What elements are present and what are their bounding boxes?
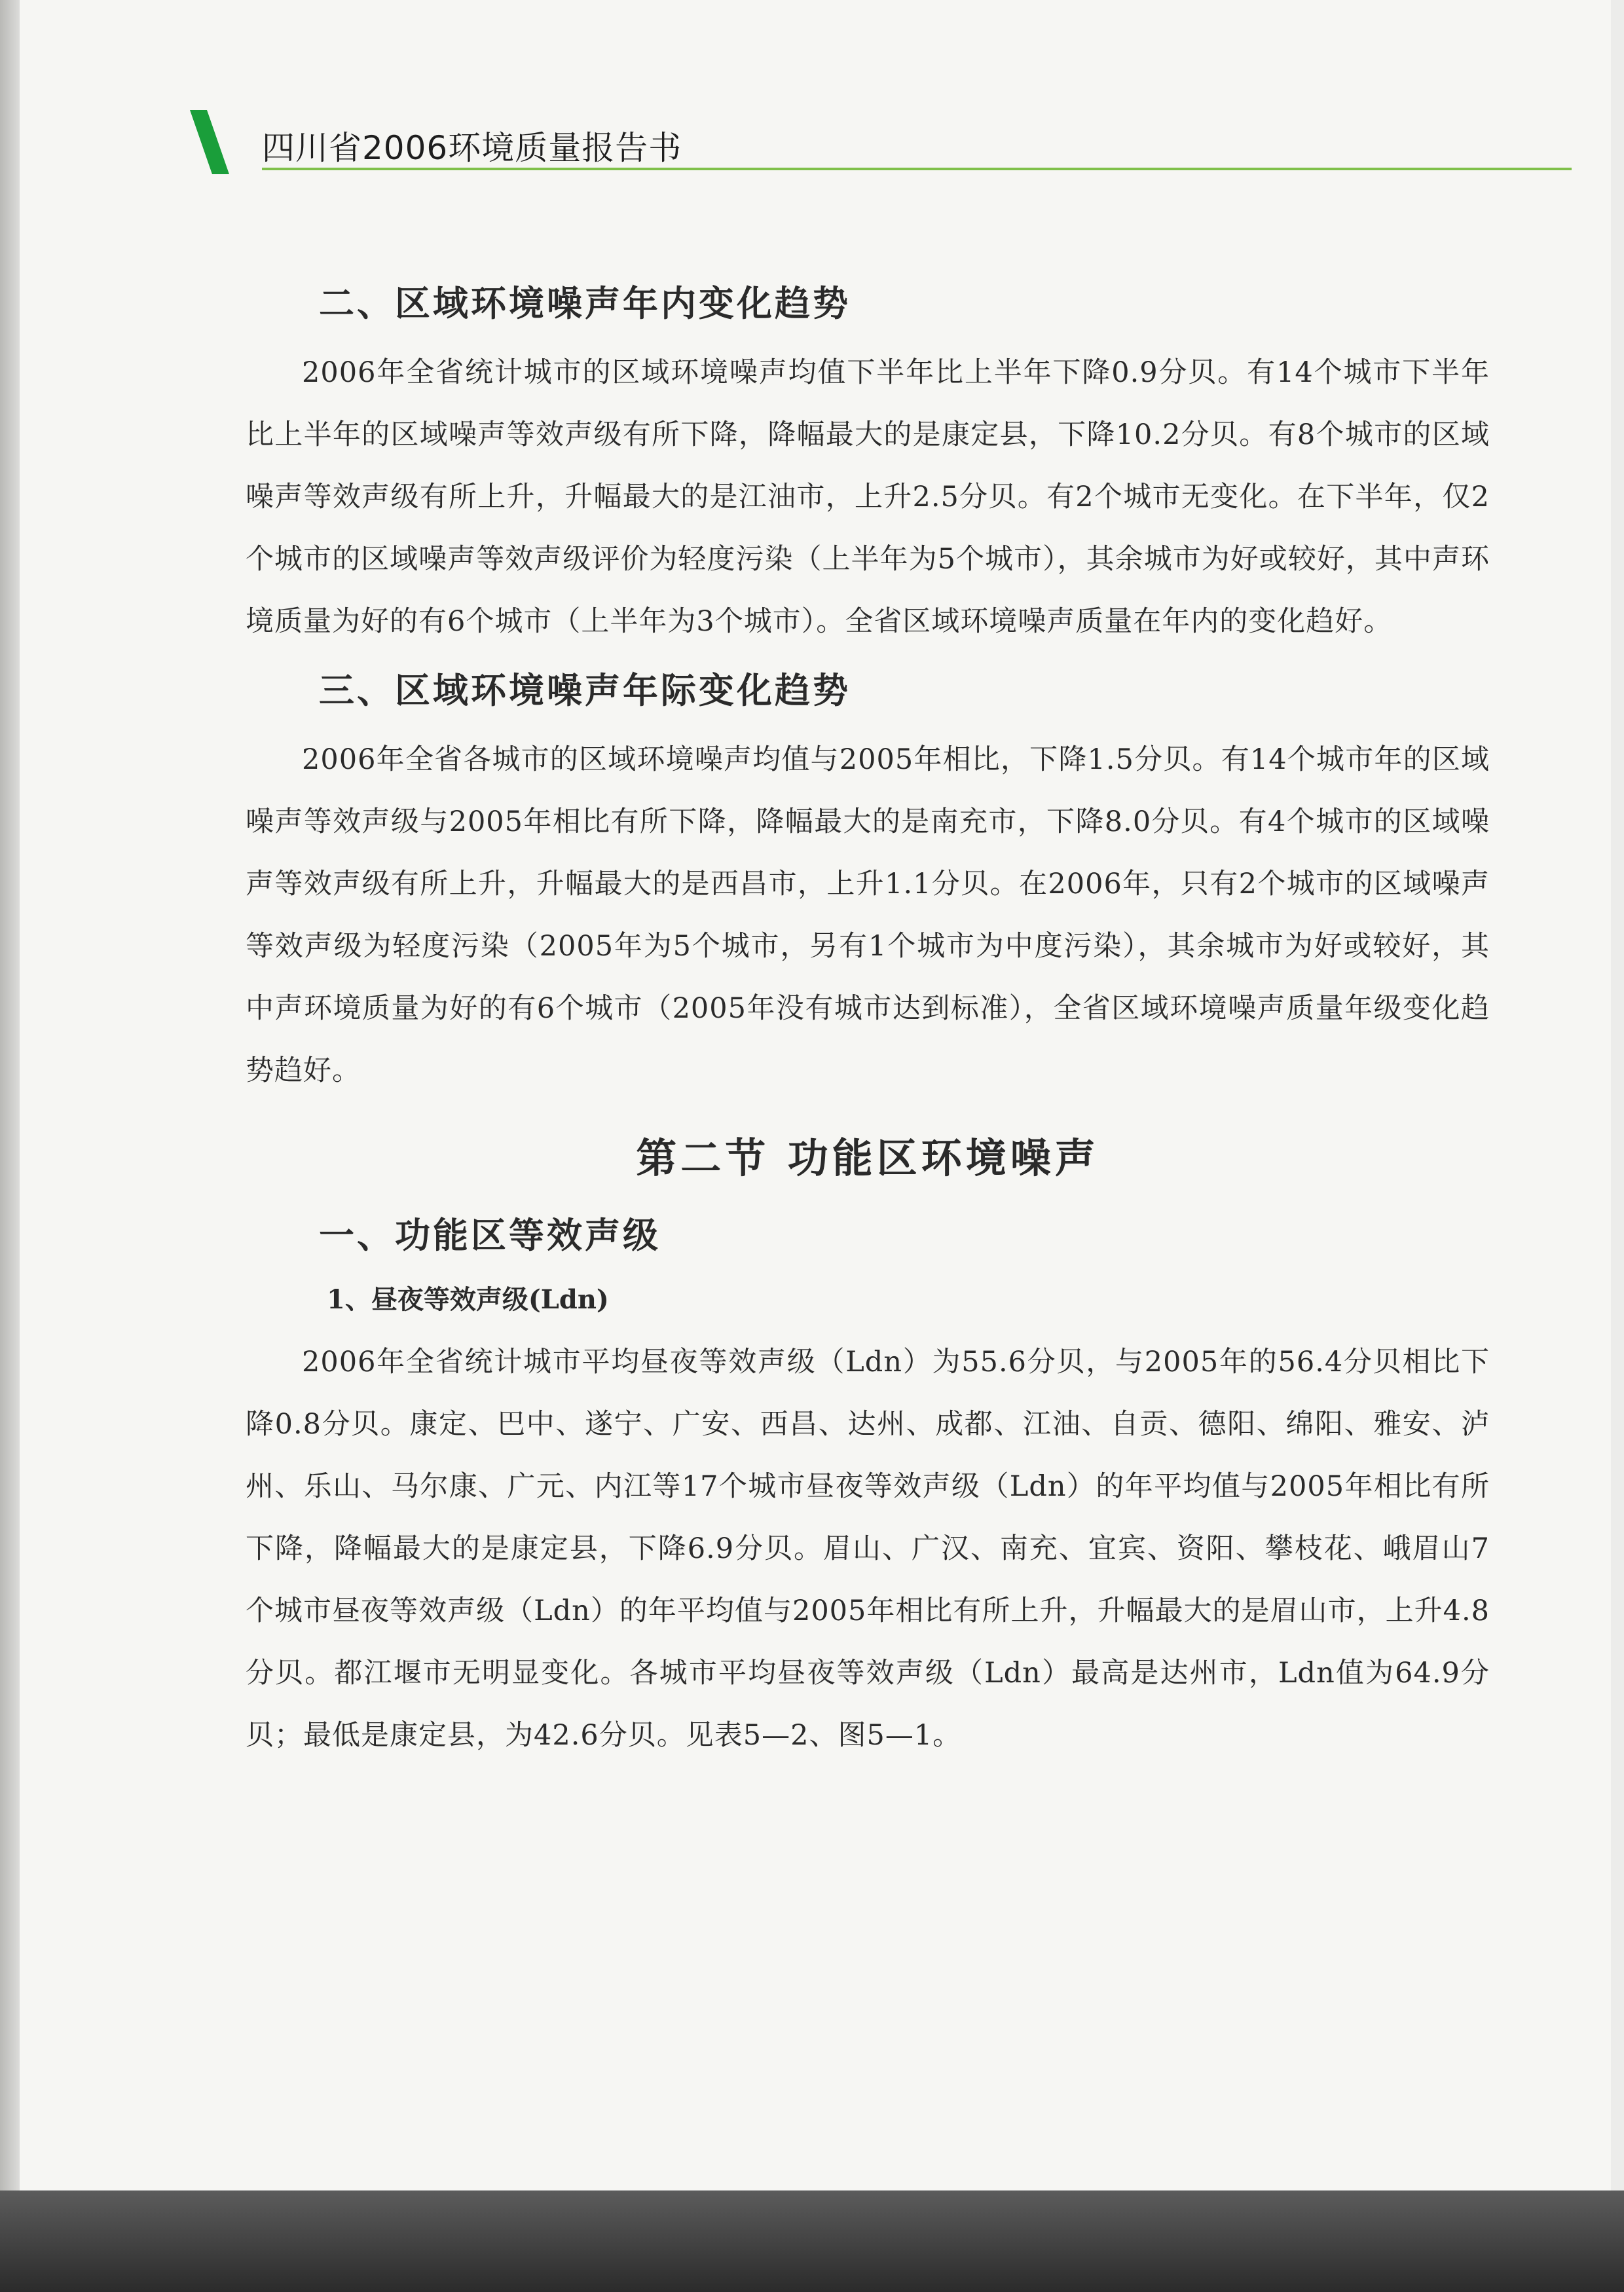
header-accent-bar (190, 110, 229, 174)
main-content (246, 275, 1490, 1776)
paragraph-intra-year: 2006年全省统计城市的区域环境噪声均值下半年比上半年下降0.9分贝。有14个城市下半年比上半年的区域噪声等效声级有所下降，降幅最大的是康定县，下降10.2分贝。有8个城市的区域噪声等效声级有所上升，升幅最大的是江油市，上升2.5分贝。有2个城市无变化。在下半年，仅2个城市的区域噪声等效声级评价为轻度污染（上半年为5个城市），其余城市为好或较好，其中声环境质量为好的有6个城市（上半年为3个城市）。全省区域环境噪声质量在年内的变化趋好。 (246, 356, 1490, 638)
chapter-heading: 第二节 功能区环境噪声 (636, 1134, 1099, 1182)
section-heading-inter-year: 三、区域环境噪声年际变化趋势 (319, 669, 851, 711)
running-header (190, 110, 1486, 176)
section-heading-functional-area: 一、功能区等效声级 (319, 1214, 661, 1256)
scan-edge (0, 0, 20, 2190)
header-rule (262, 168, 1572, 170)
subsection-heading-ldn: 1、昼夜等效声级(Ldn) (327, 1284, 609, 1315)
section-heading-intra-year: 二、区域环境噪声年内变化趋势 (319, 282, 851, 324)
paragraph-ldn: 2006年全省统计城市平均昼夜等效声级（Ldn）为55.6分贝，与2005年的56.4分贝相比下降0.8分贝。康定、巴中、遂宁、广安、西昌、达州、成都、江油、自贡、德阳、绵阳、雅安、泸州、乐山、马尔康、广元、内江等17个城市昼夜等效声级（Ldn）的年平均值与2005年相比有所下降，降幅最大的是康定县，下降6.9分贝。眉山、广汉、南充、宜宾、资阳、攀枝花、峨眉山7个城市昼夜等效声级（Ldn）的年平均值与2005年相比有所上升，升幅最大的是眉山市，上升4.8分贝。都江堰市无明显变化。各城市平均昼夜等效声级（Ldn）最高是达州市，Ldn值为64.9分贝；最低是康定县，为42.6分贝。见表5—2、图5—1。 (246, 1346, 1490, 1752)
header-title: 四川省2006环境质量报告书 (262, 129, 682, 167)
scan-bottom-band (0, 2190, 1624, 2292)
paragraph-inter-year: 2006年全省各城市的区域环境噪声均值与2005年相比，下降1.5分贝。有14个城市年的区域噪声等效声级与2005年相比有所下降，降幅最大的是南充市，下降8.0分贝。有4个城市的区域噪声等效声级有所上升，升幅最大的是西昌市，上升1.1分贝。在2006年，只有2个城市的区域噪声等效声级为轻度污染（2005年为5个城市，另有1个城市为中度污染），其余城市为好或较好，其中声环境质量为好的有6个城市（2005年没有城市达到标准），全省区域环境噪声质量年级变化趋势趋好。 (246, 743, 1490, 1087)
header-accent-shape (190, 110, 229, 174)
